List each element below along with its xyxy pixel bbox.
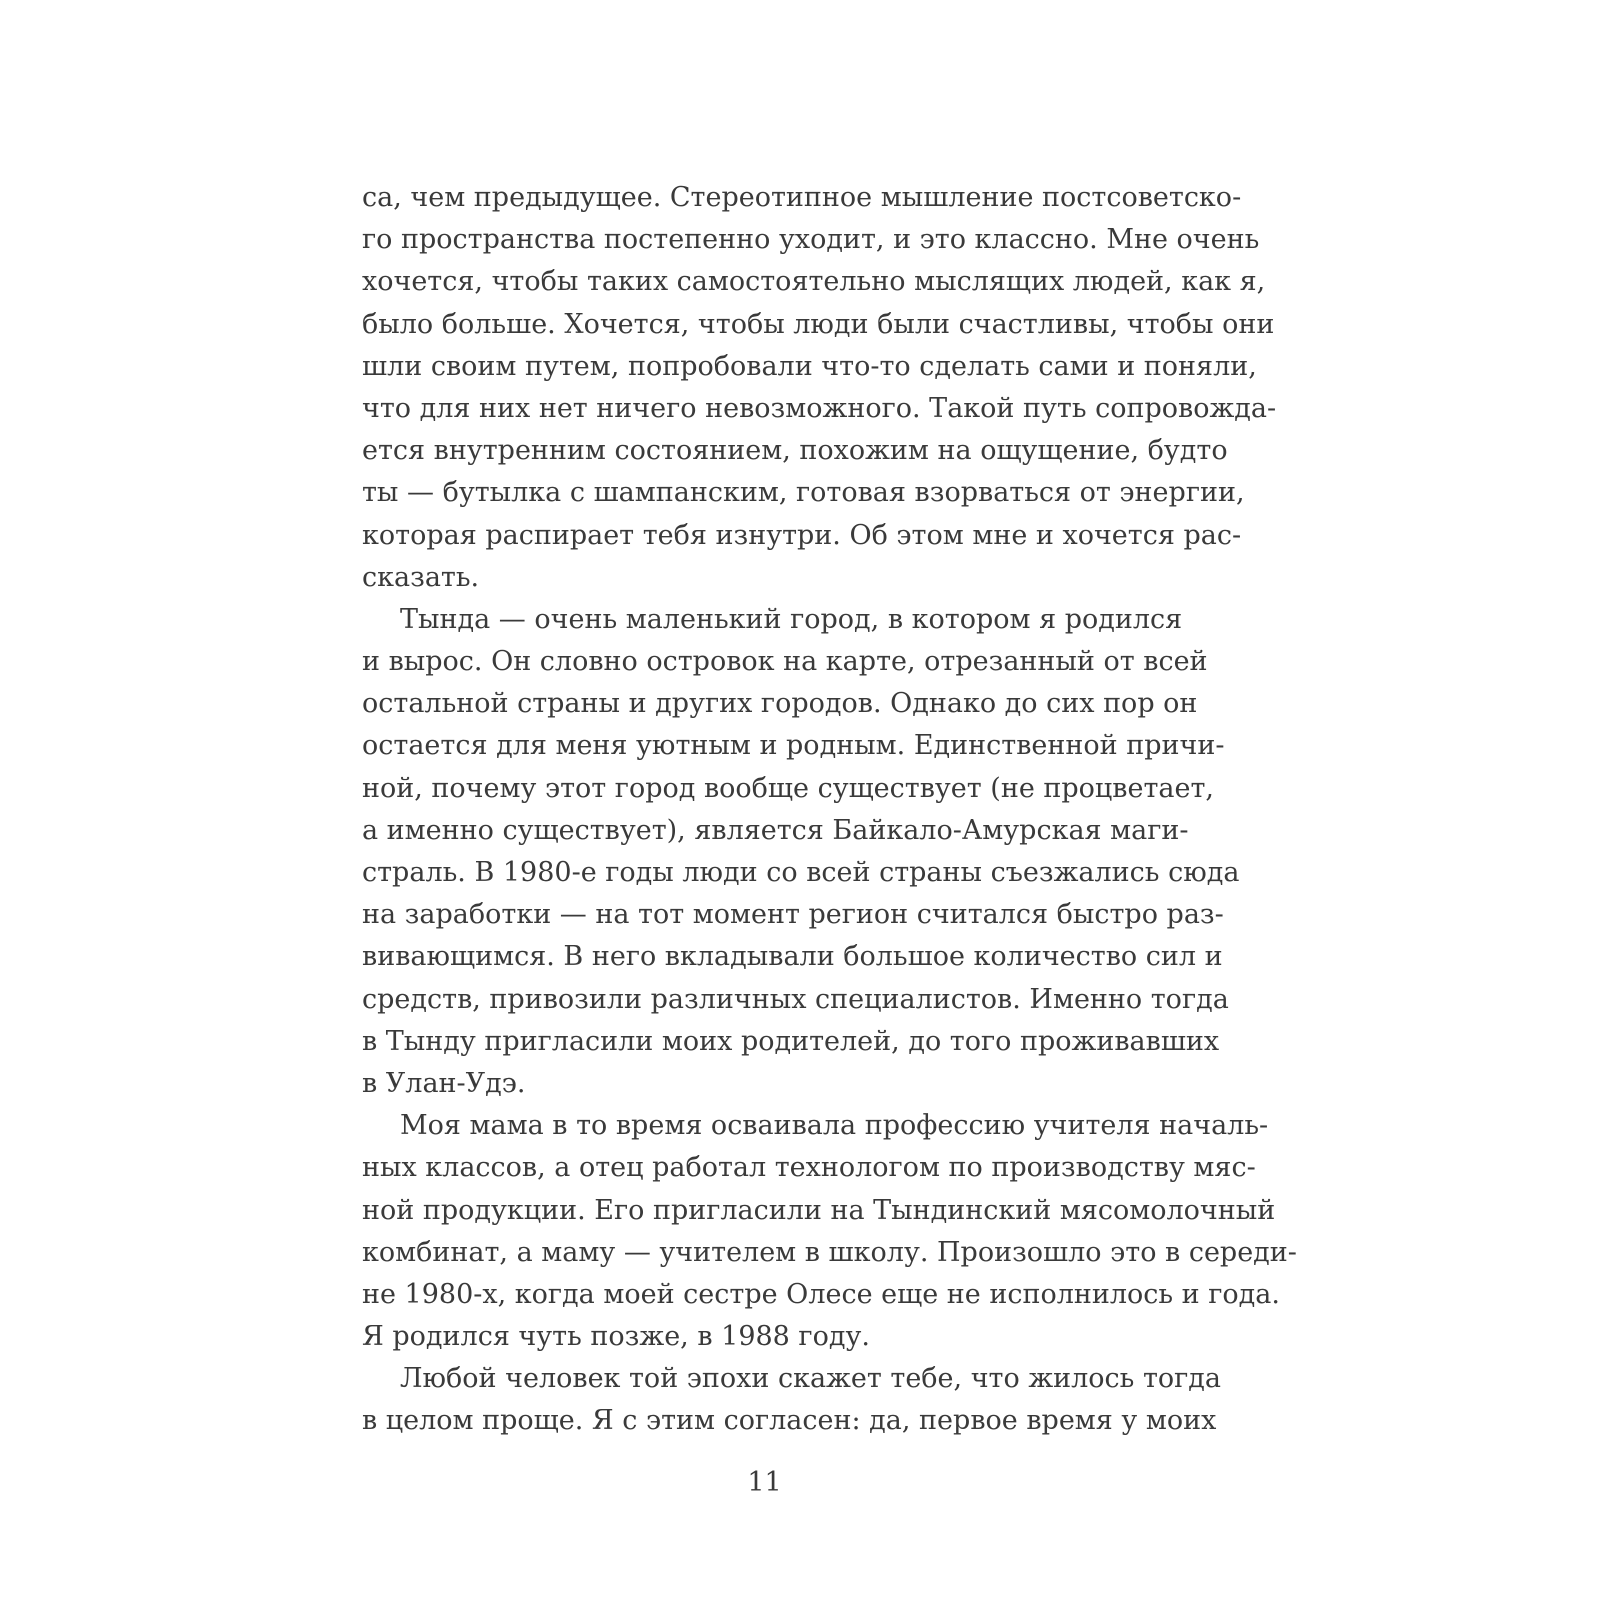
- text-line: а именно существует), является Байкало-Амурская маги-: [362, 814, 1189, 846]
- text-line: средств, привозили различных специалистов. Именно тогда: [362, 983, 1229, 1015]
- body-text: [362, 177, 1297, 1443]
- text-line: ной продукции. Его пригласили на Тындинский мясомолочный: [362, 1194, 1276, 1226]
- text-line: и вырос. Он словно островок на карте, отрезанный от всей: [362, 646, 1208, 678]
- text-line: остальной страны и других городов. Однако до сих пор он: [362, 688, 1198, 720]
- text-line: комбинат, а маму — учителем в школу. Произошло это в середи-: [362, 1236, 1297, 1268]
- text-line: в целом проще. Я с этим согласен: да, первое время у моих: [362, 1405, 1217, 1437]
- text-line: было больше. Хочется, чтобы люди были счастливы, чтобы они: [362, 308, 1275, 340]
- text-line: не 1980-х, когда моей сестре Олесе еще не исполнилось и года.: [362, 1278, 1280, 1310]
- text-line: остается для меня уютным и родным. Единственной причи-: [362, 730, 1225, 762]
- text-line: в Улан-Удэ.: [362, 1067, 526, 1099]
- text-line: ты — бутылка с шампанским, готовая взорваться от энергии,: [362, 477, 1245, 509]
- text-line: в Тынду пригласили моих родителей, до того проживавших: [362, 1025, 1220, 1057]
- text-line: Моя мама в то время осваивала профессию учителя началь-: [400, 1110, 1269, 1142]
- text-line: ной, почему этот город вообще существует (не процветает,: [362, 772, 1215, 804]
- text-line: ется внутренним состоянием, похожим на ощущение, будто: [362, 435, 1228, 467]
- text-line: которая распирает тебя изнутри. Об этом мне и хочется рас-: [362, 519, 1242, 551]
- text-line: вивающимся. В него вкладывали большое количество сил и: [362, 941, 1223, 973]
- text-line: сказать.: [362, 561, 480, 593]
- text-line: ных классов, а отец работал технологом по производству мяс-: [362, 1152, 1256, 1184]
- text-line: го пространства постепенно уходит, и это классно. Мне очень: [362, 224, 1260, 256]
- text-line: что для них нет ничего невозможного. Такой путь сопровожда-: [362, 392, 1277, 424]
- text-line: Любой человек той эпохи скажет тебе, что жилось тогда: [400, 1363, 1222, 1395]
- text-line: страль. В 1980-е годы люди со всей страны съезжались сюда: [362, 857, 1240, 888]
- text-line: на заработки — на тот момент регион считался быстро раз-: [362, 899, 1224, 931]
- page-number: 11: [747, 1467, 782, 1498]
- text-line: Я родился чуть позже, в 1988 году.: [362, 1321, 870, 1353]
- text-line: шли своим путем, попробовали что-то сделать сами и поняли,: [362, 350, 1257, 382]
- text-line: са, чем предыдущее. Стереотипное мышление постсоветско-: [362, 182, 1242, 213]
- text-line: хочется, чтобы таких самостоятельно мыслящих людей, как я,: [362, 266, 1266, 298]
- text-line: Тында — очень маленький город, в котором я родился: [400, 603, 1183, 635]
